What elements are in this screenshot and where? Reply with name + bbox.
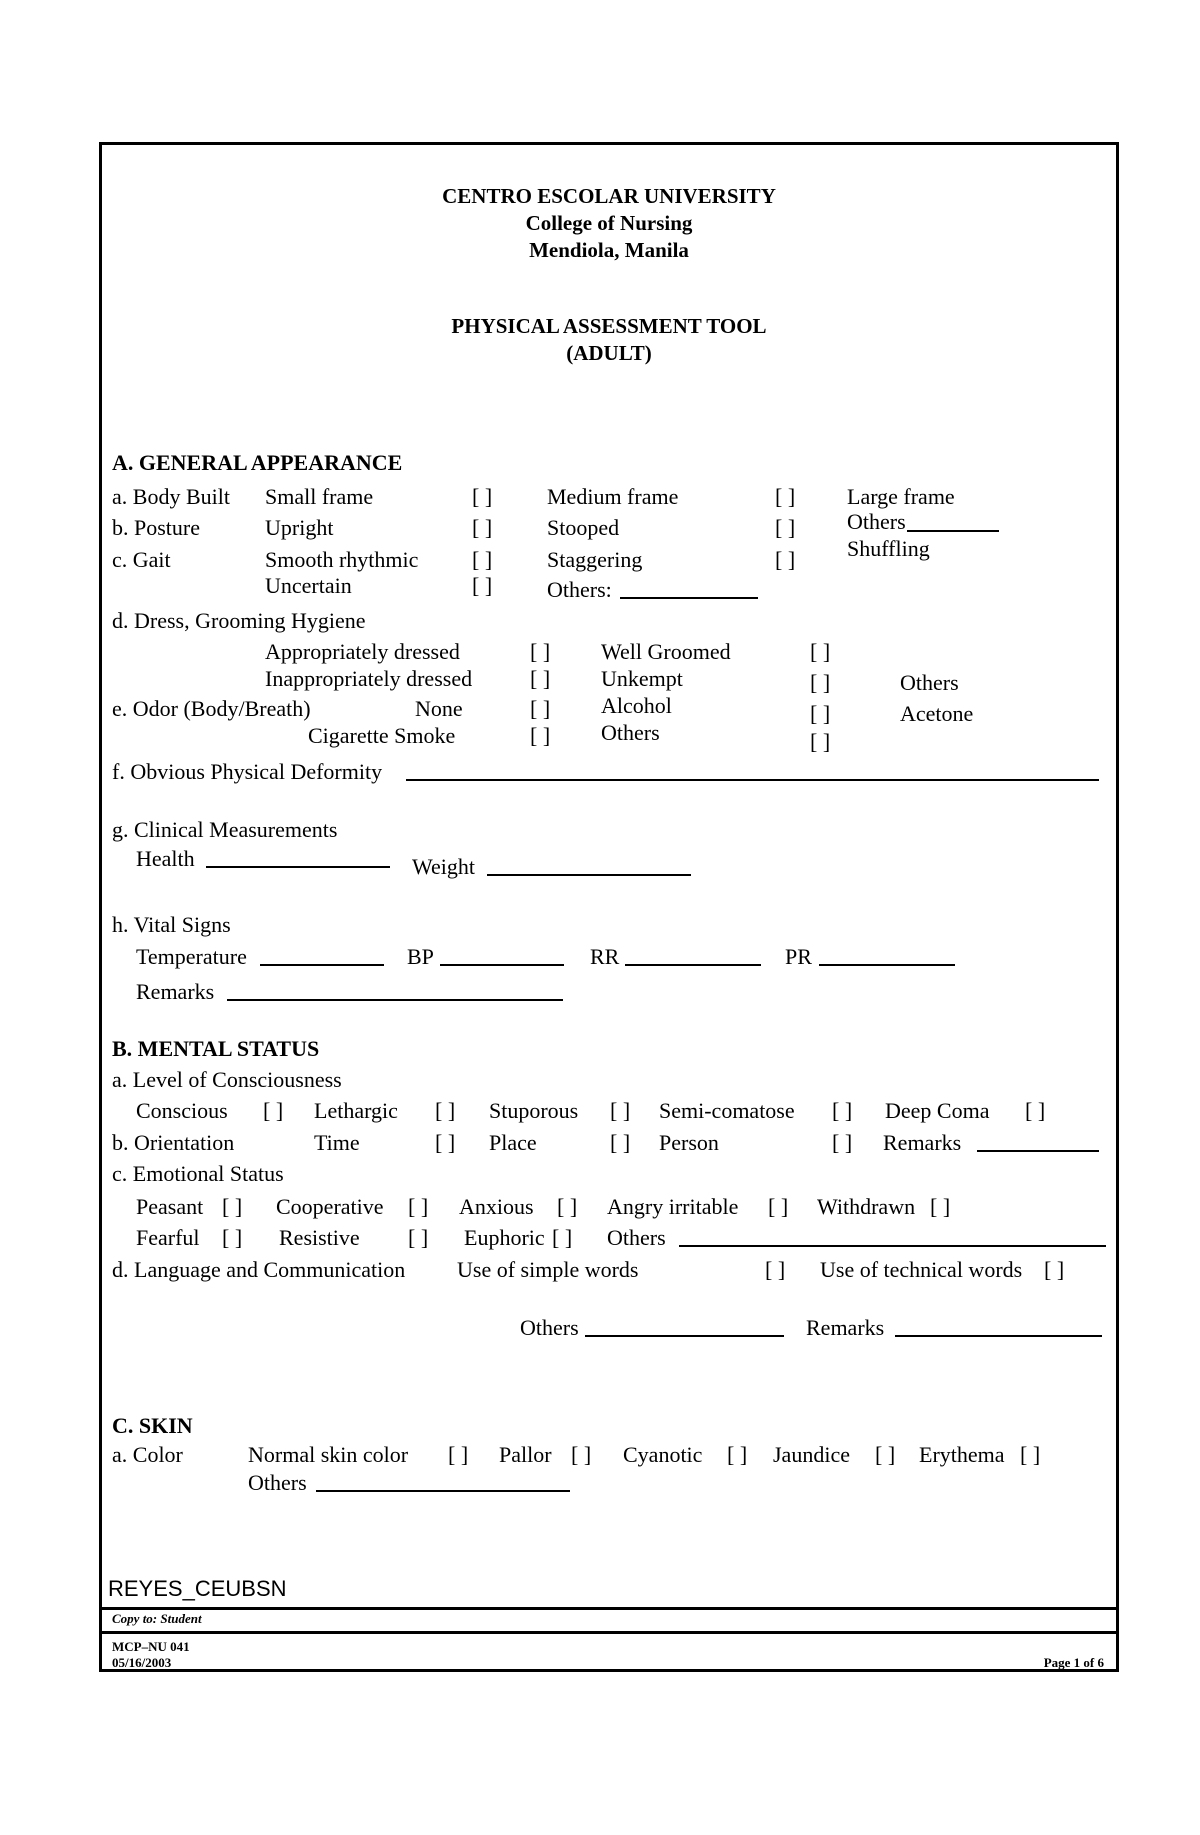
skin-others-line[interactable] bbox=[316, 1490, 570, 1492]
technical-words-label: Use of technical words bbox=[820, 1257, 1023, 1282]
language-remarks-label: Remarks bbox=[806, 1315, 885, 1340]
rr-label: RR bbox=[590, 944, 620, 969]
time-checkbox[interactable]: [ ] bbox=[435, 1130, 456, 1155]
emotional-label: c. Emotional Status bbox=[112, 1161, 284, 1186]
staggering-checkbox[interactable]: [ ] bbox=[775, 547, 796, 572]
inappropriately-dressed-label: Inappropriately dressed bbox=[265, 666, 473, 691]
pr-label: PR bbox=[785, 944, 812, 969]
stooped-checkbox[interactable]: [ ] bbox=[775, 515, 796, 540]
fearful-label: Fearful bbox=[136, 1225, 200, 1250]
jaundice-checkbox[interactable]: [ ] bbox=[875, 1442, 896, 1467]
anxious-label: Anxious bbox=[459, 1194, 534, 1219]
gait-others-line[interactable] bbox=[620, 597, 758, 599]
inappropriately-dressed-checkbox[interactable]: [ ] bbox=[530, 666, 551, 691]
simple-words-checkbox[interactable]: [ ] bbox=[765, 1257, 786, 1282]
form-code: MCP–NU 041 bbox=[112, 1639, 190, 1654]
page-number: Page 1 of 6 bbox=[1043, 1655, 1104, 1670]
odor-label: e. Odor (Body/Breath) bbox=[112, 696, 311, 721]
college-name: College of Nursing bbox=[525, 211, 693, 235]
cyanotic-checkbox[interactable]: [ ] bbox=[727, 1442, 748, 1467]
copy-to-text: Copy to: Student bbox=[112, 1611, 202, 1626]
uncertain-checkbox[interactable]: [ ] bbox=[472, 573, 493, 598]
semi-comatose-checkbox[interactable]: [ ] bbox=[832, 1098, 853, 1123]
smooth-rhythmic-label: Smooth rhythmic bbox=[265, 547, 419, 572]
none-label: None bbox=[415, 696, 463, 721]
lethargic-checkbox[interactable]: [ ] bbox=[435, 1098, 456, 1123]
pallor-checkbox[interactable]: [ ] bbox=[571, 1442, 592, 1467]
simple-words-label: Use of simple words bbox=[457, 1257, 639, 1282]
pr-line[interactable] bbox=[819, 964, 955, 966]
odor-others-checkbox[interactable]: [ ] bbox=[810, 729, 831, 754]
deep-coma-label: Deep Coma bbox=[885, 1098, 990, 1123]
erythema-checkbox[interactable]: [ ] bbox=[1020, 1442, 1041, 1467]
university-name: CENTRO ESCOLAR UNIVERSITY bbox=[442, 184, 776, 208]
skin-color-label: a. Color bbox=[112, 1442, 183, 1467]
peasant-label: Peasant bbox=[136, 1194, 204, 1219]
footer-rule-bottom bbox=[102, 1631, 1116, 1634]
erythema-label: Erythema bbox=[919, 1442, 1005, 1467]
medium-frame-checkbox[interactable]: [ ] bbox=[775, 484, 796, 509]
time-label: Time bbox=[314, 1130, 360, 1155]
section-a-title: A. GENERAL APPEARANCE bbox=[112, 450, 403, 475]
vitals-remarks-label: Remarks bbox=[136, 979, 215, 1004]
well-groomed-checkbox[interactable]: [ ] bbox=[810, 639, 831, 664]
odor-others-label: Others bbox=[601, 720, 660, 745]
cigarette-smoke-label: Cigarette Smoke bbox=[308, 723, 456, 748]
euphoric-label: Euphoric bbox=[464, 1225, 545, 1250]
cooperative-label: Cooperative bbox=[276, 1194, 384, 1219]
acetone-label: Acetone bbox=[900, 701, 974, 726]
small-frame-label: Small frame bbox=[265, 484, 374, 509]
form-frame bbox=[99, 142, 1119, 1672]
person-checkbox[interactable]: [ ] bbox=[832, 1130, 853, 1155]
dress-others-label: Others bbox=[900, 670, 959, 695]
temperature-line[interactable] bbox=[260, 964, 384, 966]
orientation-remarks-line[interactable] bbox=[977, 1150, 1099, 1152]
stuporous-label: Stuporous bbox=[489, 1098, 579, 1123]
place-checkbox[interactable]: [ ] bbox=[610, 1130, 631, 1155]
lethargic-label: Lethargic bbox=[314, 1098, 398, 1123]
anxious-checkbox[interactable]: [ ] bbox=[557, 1194, 578, 1219]
gait-others-label: Others: bbox=[547, 577, 612, 602]
none-checkbox[interactable]: [ ] bbox=[530, 696, 551, 721]
resistive-label: Resistive bbox=[279, 1225, 360, 1250]
pallor-label: Pallor bbox=[499, 1442, 552, 1467]
jaundice-label: Jaundice bbox=[773, 1442, 850, 1467]
appropriately-dressed-checkbox[interactable]: [ ] bbox=[530, 639, 551, 664]
consciousness-label: a. Level of Consciousness bbox=[112, 1067, 342, 1092]
watermark-text: REYES_CEUBSN bbox=[108, 1576, 287, 1601]
language-remarks-line[interactable] bbox=[895, 1335, 1102, 1337]
peasant-checkbox[interactable]: [ ] bbox=[222, 1194, 243, 1219]
unkempt-label: Unkempt bbox=[601, 666, 683, 691]
clinical-label: g. Clinical Measurements bbox=[112, 817, 338, 842]
medium-frame-label: Medium frame bbox=[547, 484, 679, 509]
deformity-label: f. Obvious Physical Deformity bbox=[112, 759, 383, 784]
large-frame-label: Large frame bbox=[847, 484, 955, 509]
alcohol-checkbox[interactable]: [ ] bbox=[810, 701, 831, 726]
appropriately-dressed-label: Appropriately dressed bbox=[265, 639, 460, 664]
temperature-label: Temperature bbox=[136, 944, 247, 969]
resistive-checkbox[interactable]: [ ] bbox=[408, 1225, 429, 1250]
weight-label: Weight bbox=[412, 854, 475, 879]
emotional-others-line[interactable] bbox=[679, 1245, 1106, 1247]
weight-line[interactable] bbox=[487, 874, 691, 876]
language-label: d. Language and Communication bbox=[112, 1257, 406, 1282]
angry-irritable-label: Angry irritable bbox=[607, 1194, 739, 1219]
person-label: Person bbox=[659, 1130, 719, 1155]
vitals-remarks-line[interactable] bbox=[227, 999, 563, 1001]
location: Mendiola, Manila bbox=[529, 238, 689, 262]
euphoric-checkbox[interactable]: [ ] bbox=[552, 1225, 573, 1250]
health-label: Health bbox=[136, 846, 195, 871]
body-built-label: a. Body Built bbox=[112, 484, 230, 509]
well-groomed-label: Well Groomed bbox=[601, 639, 731, 664]
normal-skin-label: Normal skin color bbox=[248, 1442, 409, 1467]
emotional-others-label: Others bbox=[607, 1225, 666, 1250]
conscious-label: Conscious bbox=[136, 1098, 228, 1123]
form-subtitle: (ADULT) bbox=[566, 341, 652, 365]
cyanotic-label: Cyanotic bbox=[623, 1442, 703, 1467]
posture-others-label: Others bbox=[847, 509, 906, 534]
technical-words-checkbox[interactable]: [ ] bbox=[1044, 1257, 1065, 1282]
footer-rule-top bbox=[102, 1607, 1116, 1610]
posture-others-line[interactable] bbox=[907, 530, 999, 532]
dress-label: d. Dress, Grooming Hygiene bbox=[112, 608, 366, 633]
rr-line[interactable] bbox=[625, 964, 761, 966]
staggering-label: Staggering bbox=[547, 547, 643, 572]
stooped-label: Stooped bbox=[547, 515, 620, 540]
orientation-label: b. Orientation bbox=[112, 1130, 235, 1155]
semi-comatose-label: Semi-comatose bbox=[659, 1098, 795, 1123]
alcohol-label: Alcohol bbox=[601, 693, 672, 718]
language-others-line[interactable] bbox=[585, 1335, 784, 1337]
section-c-title: C. SKIN bbox=[112, 1413, 193, 1438]
small-frame-checkbox[interactable]: [ ] bbox=[472, 484, 493, 509]
deformity-line[interactable] bbox=[406, 779, 1099, 781]
health-line[interactable] bbox=[206, 866, 390, 868]
bp-line[interactable] bbox=[440, 964, 564, 966]
smooth-rhythmic-checkbox[interactable]: [ ] bbox=[472, 547, 493, 572]
section-b-title: B. MENTAL STATUS bbox=[112, 1036, 320, 1061]
form-title: PHYSICAL ASSESSMENT TOOL bbox=[451, 314, 767, 338]
upright-label: Upright bbox=[265, 515, 334, 540]
gait-label: c. Gait bbox=[112, 547, 171, 572]
angry-irritable-checkbox[interactable]: [ ] bbox=[768, 1194, 789, 1219]
deep-coma-checkbox[interactable]: [ ] bbox=[1025, 1098, 1046, 1123]
shuffling-label: Shuffling bbox=[847, 536, 930, 561]
form-date: 05/16/2003 bbox=[112, 1655, 172, 1670]
normal-skin-checkbox[interactable]: [ ] bbox=[448, 1442, 469, 1467]
conscious-checkbox[interactable]: [ ] bbox=[263, 1098, 284, 1123]
stuporous-checkbox[interactable]: [ ] bbox=[610, 1098, 631, 1123]
fearful-checkbox[interactable]: [ ] bbox=[222, 1225, 243, 1250]
place-label: Place bbox=[489, 1130, 537, 1155]
language-others-label: Others bbox=[520, 1315, 579, 1340]
uncertain-label: Uncertain bbox=[265, 573, 352, 598]
cigarette-smoke-checkbox[interactable]: [ ] bbox=[530, 723, 551, 748]
skin-others-label: Others bbox=[248, 1470, 307, 1495]
orientation-remarks-label: Remarks bbox=[883, 1130, 962, 1155]
cooperative-checkbox[interactable]: [ ] bbox=[408, 1194, 429, 1219]
bp-label: BP bbox=[407, 944, 434, 969]
vital-signs-label: h. Vital Signs bbox=[112, 912, 231, 937]
withdrawn-label: Withdrawn bbox=[817, 1194, 916, 1219]
withdrawn-checkbox[interactable]: [ ] bbox=[930, 1194, 951, 1219]
posture-label: b. Posture bbox=[112, 515, 200, 540]
unkempt-checkbox[interactable]: [ ] bbox=[810, 670, 831, 695]
upright-checkbox[interactable]: [ ] bbox=[472, 515, 493, 540]
